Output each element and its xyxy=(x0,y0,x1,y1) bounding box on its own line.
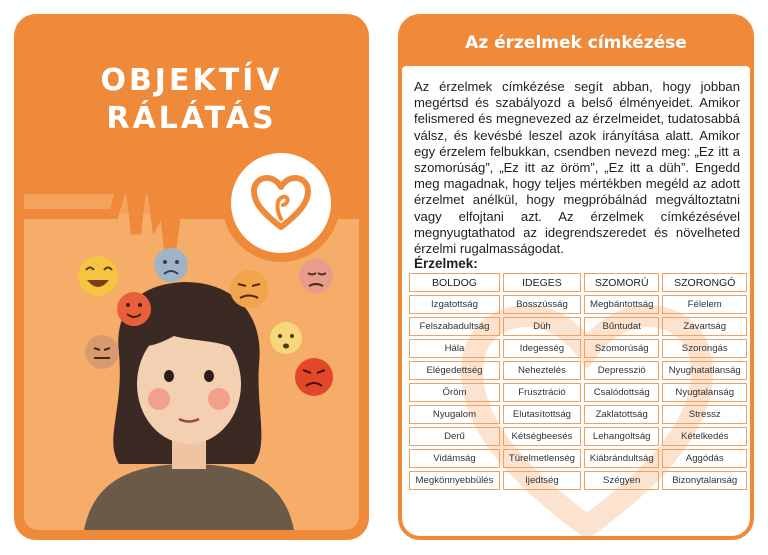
table-cell: Nyugalom xyxy=(409,405,500,424)
table-cell: Félelem xyxy=(662,295,747,314)
table-cell: Idegesség xyxy=(503,339,581,358)
table-cell: Kétségbeesés xyxy=(503,427,581,446)
table-cell: Izgatottság xyxy=(409,295,500,314)
sad-face-icon xyxy=(154,248,188,282)
table-cell: Elutasítottság xyxy=(503,405,581,424)
right-card xyxy=(398,14,754,540)
table-cell: Lehangoltság xyxy=(584,427,660,446)
table-header-row xyxy=(409,273,747,292)
table-cell: Derű xyxy=(409,427,500,446)
card-header: Az érzelmek címkézése xyxy=(465,33,687,53)
title-line-2: RÁLÁTÁS xyxy=(106,101,277,136)
card-body xyxy=(402,66,750,536)
annoyed-face-icon xyxy=(85,335,119,369)
heart-icon xyxy=(250,175,312,231)
table-cell: Szorongás xyxy=(662,339,747,358)
table-cell: Depresszió xyxy=(584,361,660,380)
table-cell: Vidámság xyxy=(409,449,500,468)
table-cell: Szomorúság xyxy=(584,339,660,358)
table-row xyxy=(409,427,747,446)
table-cell: Zaklatottság xyxy=(584,405,660,424)
table-cell: Csalódottság xyxy=(584,383,660,402)
table-cell: Felszabadultság xyxy=(409,317,500,336)
column-header: IDEGES xyxy=(503,273,581,292)
table-cell: Elégedettség xyxy=(409,361,500,380)
description-paragraph: Az érzelmek címkézése segít abban, hogy jobban megértsd és szabályozd a belső élményeidet. Amikor felismered és megnevezed az érzelmeidet, tudatosabbá válsz, és kevésbé leszel azok irányítása alatt. Amikor egy érzelem felbukkan, csendben nevezd meg: „Ez itt a szomorúság”, „Ez itt az öröm”, „Ez itt a düh”. Engedd meg magadnak, hogy teljes mértékben megéld az adott érzelmet anélkül, hogy megpróbálnád megváltoztatni vagy elfojtani azt. Az érzelmek címkézésével megnyugtathatod az idegrendszeredet és növelheted érzelmi rugalmasságodat. xyxy=(414,79,740,257)
table-cell: Kételkedés xyxy=(662,427,747,446)
table-row xyxy=(409,449,747,468)
worried-face-icon xyxy=(270,322,302,354)
left-card xyxy=(14,14,369,540)
title-line-1: OBJEKTÍV xyxy=(100,63,283,98)
table-cell: Kiábrándultság xyxy=(584,449,660,468)
table-row xyxy=(409,339,747,358)
table-row xyxy=(409,361,747,380)
table-cell: Stressz xyxy=(662,405,747,424)
table-cell: Bűntudat xyxy=(584,317,660,336)
laughing-face-icon xyxy=(78,256,118,296)
column-header: SZORONGÓ xyxy=(662,273,747,292)
table-cell: Megkönnyebbülés xyxy=(409,471,500,490)
crying-face-icon xyxy=(299,259,333,293)
table-cell: Ijedtség xyxy=(503,471,581,490)
table-cell: Nyugtalanság xyxy=(662,383,747,402)
table-cell: Öröm xyxy=(409,383,500,402)
angry-face-icon xyxy=(295,358,333,396)
table-cell: Düh xyxy=(503,317,581,336)
table-row xyxy=(409,471,747,490)
left-card-inner xyxy=(24,24,359,530)
table-row xyxy=(409,405,747,424)
card-title xyxy=(24,62,359,138)
column-header: BOLDOG xyxy=(409,273,500,292)
table-cell: Frusztráció xyxy=(503,383,581,402)
table-row xyxy=(409,317,747,336)
table-row xyxy=(409,383,747,402)
table-row xyxy=(409,295,747,314)
table-cell: Bosszússág xyxy=(503,295,581,314)
table-cell: Nyughatatlanság xyxy=(662,361,747,380)
table-cell: Neheztelés xyxy=(503,361,581,380)
column-header: SZOMORÚ xyxy=(584,273,660,292)
table-cell: Bizonytalanság xyxy=(662,471,747,490)
emotions-table xyxy=(406,270,750,493)
table-cell: Türelmetlenség xyxy=(503,449,581,468)
heart-badge xyxy=(222,144,340,262)
table-cell: Aggódás xyxy=(662,449,747,468)
smiling-face-icon xyxy=(117,292,151,326)
table-cell: Zavartság xyxy=(662,317,747,336)
table-cell: Megbántottság xyxy=(584,295,660,314)
emotions-label: Érzelmek: xyxy=(414,256,478,271)
frowning-face-icon xyxy=(230,270,268,308)
table-cell: Szégyen xyxy=(584,471,660,490)
table-cell: Hála xyxy=(409,339,500,358)
